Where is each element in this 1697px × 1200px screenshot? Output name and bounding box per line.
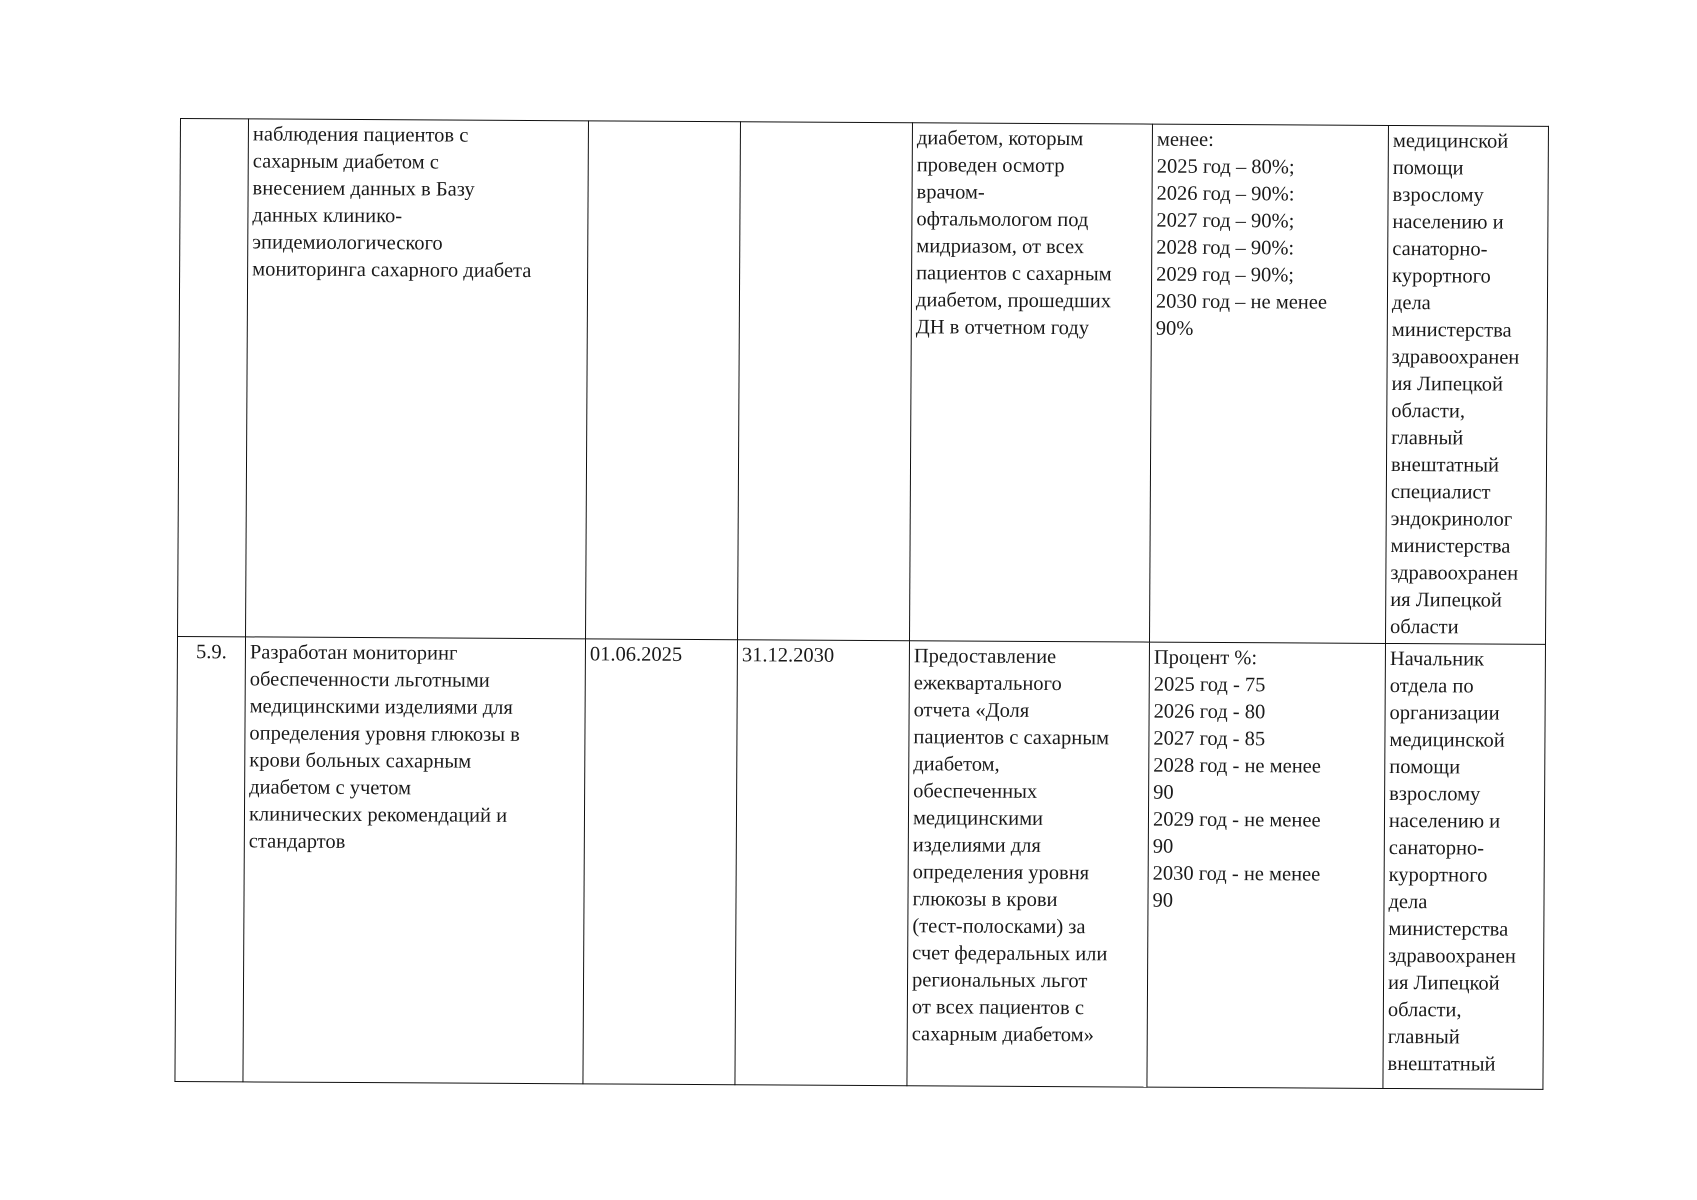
event-text: Разработан мониторинг обеспеченности льготными медицинскими изделиями для определения уровня глюкозы в крови больных сахарным диабетом с учетом клинических рекомендаций и стандартов <box>248 641 520 853</box>
responsible-text: Начальник отдела по организации медицинской помощи взрослому населению и санаторно- курортного дела министерства здравоохранен ия Липецкой области, главный внештатный <box>1387 647 1516 1076</box>
responsible-text: медицинской помощи взрослому населению и санаторно- курортного дела министерства здравоохранен ия Липецкой области, главный внештатный специалист эндокринолог министерства здравоохранен ия Липецкой области <box>1390 129 1520 639</box>
indicator-text: Предоставление ежеквартального отчета «Доля пациентов с сахарным диабетом, обеспеченных медицинскими изделиями для определения уровня глюкозы в крови (тест-полосками) за счет федеральных или региональных льгот от всех пациентов с сахарным диабетом» <box>911 645 1110 1047</box>
row-number: 5.9. <box>195 641 227 664</box>
end-date-cell <box>738 122 913 641</box>
row-number-cell <box>178 119 249 637</box>
indicator-text: диабетом, которым проведен осмотр врачом- офтальмологом под мидриазом, от всех пациентов с сахарным диабетом, прошедших ДН в отчетном году <box>915 127 1112 340</box>
start-date: 01.06.2025 <box>589 643 683 666</box>
row-number-cell <box>175 636 246 1081</box>
end-date-cell <box>735 640 910 1086</box>
event-cell <box>243 637 586 1084</box>
indicator-cell <box>910 123 1153 642</box>
end-date <box>745 124 908 125</box>
responsible-cell <box>1385 125 1548 644</box>
target-values-text: менее: 2025 год – 80%; 2026 год – 90%: 2027 год – 90%; 2028 год – 90%: 2029 год – 90%; 2030 год – не менее 90% <box>1155 128 1328 340</box>
end-date: 31.12.2030 <box>741 644 835 667</box>
target-values-text: Процент %: 2025 год - 75 2026 год - 80 2027 год - 85 2028 год - не менее 90 2029 год - не менее 90 2030 год - не менее 90 <box>1152 646 1321 912</box>
table-row <box>178 119 1549 645</box>
start-date-cell <box>586 121 741 640</box>
start-date <box>593 123 736 124</box>
indicator-cell <box>907 641 1150 1087</box>
target-values-cell <box>1149 124 1388 643</box>
event-cell <box>246 119 589 639</box>
target-values-cell <box>1147 642 1386 1088</box>
responsible-cell <box>1383 643 1546 1089</box>
table-row <box>175 636 1546 1089</box>
start-date-cell <box>583 639 738 1085</box>
action-plan-table <box>174 118 1549 1090</box>
event-text: наблюдения пациентов с сахарным диабетом с внесением данных в Базу данных клинико- эпидемиологического мониторинга сахарного диабета <box>252 123 532 283</box>
